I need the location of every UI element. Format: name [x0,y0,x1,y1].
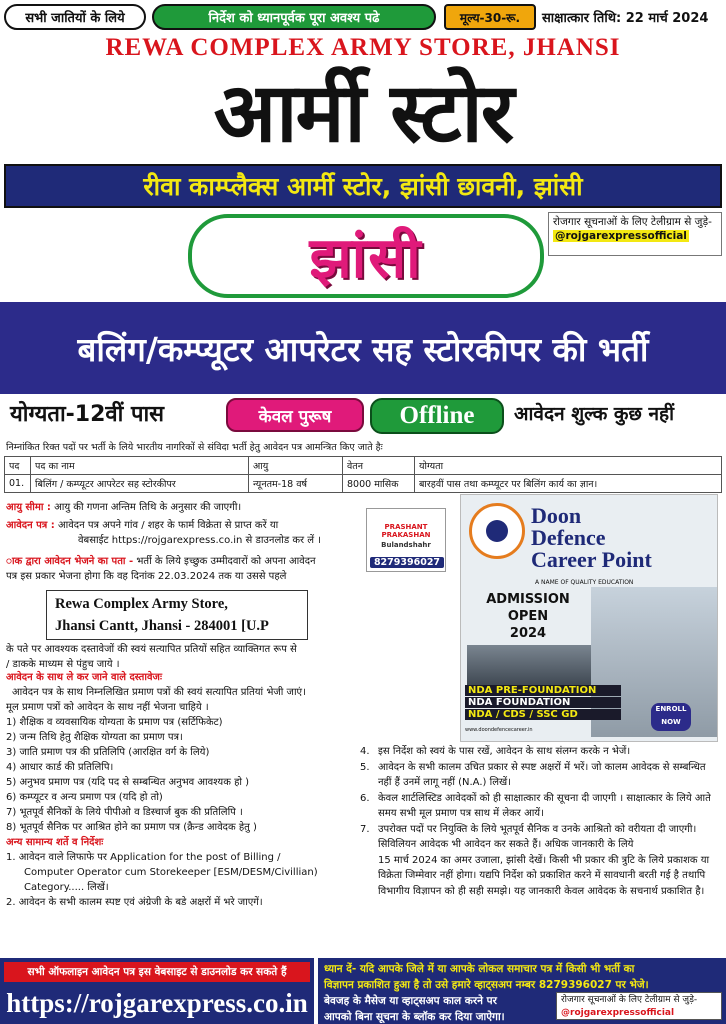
publisher-phone: 8279396027 [370,557,444,568]
ad-academy-name [531,505,652,571]
footer-telegram-box [556,992,722,1020]
age-limit-text: आयु की गणना अन्तिम तिथि के अनुसार की जाएगी। [54,502,242,513]
item-number: 4. [360,746,370,757]
enroll-now-button[interactable]: ENROLL NOW [651,703,691,731]
ad-admission-line1: ADMISSION [486,592,570,607]
badges-row [0,396,726,436]
table-cell: बिलिंग / कम्प्यूटर आपरेटर सह स्टोरकीपर [31,475,249,493]
item-text: 15 मार्च 2024 का अमर उजाला, झांसी देखें। किसी भी प्रकार की त्रुटि के लिये प्रकाशक या विक्रेता जिम्मेवार नहीं होगा। यद्यपि निर्देश को प्रकाशित करने में सावधानी बरती गई है तथापि विभागीय विज्ञापन को ही सही समझे। यह जानकारी केवल आवेदक के सचनार्थ प्रकाशित है। [378,854,710,897]
ad-website[interactable]: www.doondefencecareer.in [465,727,533,733]
store-name: REWA COMPLEX ARMY STORE, JHANSI [105,34,621,61]
documents-section [6,670,366,910]
instruction-tag: निर्देश को ध्यानपूर्वक पूरा अवश्य पढे [152,4,436,30]
age-limit [6,500,241,515]
address-line1: Rewa Complex Army Store, [55,596,228,612]
fee-badge: आवेदन शुल्क कुछ नहीं [514,403,675,425]
offline-badge: Offline [370,398,504,434]
city-badge [188,214,544,298]
website-link[interactable]: https://rojgarexpress.co.in [6,988,308,1018]
item-text: उपरोक्त पदों पर नियुक्ति के लिये भूतपूर्व सैनिक व उनके आश्रितो को वरीयता दी जाएगी। सिविलियन आवेदक भी आवेदन कर सकते हैं। अधिक जानकारी के लिये [378,823,697,850]
application-form-line1: आवेदन पत्र अपने गांव / शहर के फार्म विक्रेता से प्राप्त करें या [58,520,279,531]
address-box [46,590,308,640]
header-cell: वेतन [343,457,415,475]
table-cell: 01. [5,475,31,493]
ad-course-3: NDA / CDS / SSC GD [465,709,621,720]
header-cell: पद का नाम [31,457,249,475]
download-text: सभी ऑफलाइन आवेदन पत्र इस वेबसाइट से डाउनलोड कर सकते हैं [4,962,310,982]
ad-admission-line3: 2024 [509,626,547,641]
list-item: 6) कम्प्यूटर व अन्य प्रमाण पत्र (यदि हो तो) [6,792,163,803]
footer-telegram-handle[interactable]: @rojgarexpressofficial [561,1008,675,1018]
top-strip [0,0,726,34]
subtitle: रीवा काम्प्लैक्स आर्मी स्टोर, झांसी छावनी, झांसी [143,172,583,201]
table-cell: बारहवीं पास तथा कम्प्यूटर पर बिलिंग कार्य का ज्ञान। [415,475,722,493]
general-item2: 2. आवेदन के सभी कालम स्पष्ट एवं अंग्रेजी के बडे अक्षरों में भरे जाएगें। [6,897,263,908]
general-item1c: Category..... लिखें। [24,882,109,893]
telegram-box [548,212,722,256]
notice-line3: बेवजह के मैसेज या व्हाट्सअप काल करने पर [324,995,497,1007]
after-address-line1: के पते पर आवश्यक दस्तावेजों की स्वयं सत्यापित प्रतियों सहित व्याक्तिगत रूप से [6,644,297,655]
footer-telegram-text: रोजगार सूचनाओं के लिए टेलीग्राम से जुड़े- [561,995,698,1005]
list-item [360,744,722,760]
ad-course-1: NDA PRE-FOUNDATION [465,685,621,696]
address-line2: Jhansi Cantt, Jhansi - 284001 [U.P [55,618,269,634]
ad-admission [473,591,583,642]
page-title: आर्मी स्टोर [213,66,513,161]
notice-line4: आपको बिना सूचना के ब्लॉक कर दिया जाऐगा। [324,1011,505,1023]
postal-address-section [6,554,362,584]
post-title-band [0,302,726,394]
item-number: 7. [360,823,370,835]
item-text: आवेदन के सभी कालम उचित प्रकार से स्पष्ट अक्षरों में भरें। जो कालम आवेदक से सम्बन्धित नहीं हैं उनमें लागू नहीं (N.A.) लिखें। [378,761,706,788]
general-item1a: 1. आवेदन वाले लिफाफे पर Application for the post of Billing / [6,852,281,863]
item-text: इस निर्देश को स्वयं के पास रखें, आवेदन के साथ संलग्न करके न भेजें। [378,746,631,757]
list-item: 1) शैक्षिक व व्यवसायिक योग्यता के प्रमाण पत्र (सर्टिफिकेट) [6,717,223,728]
header-cell: योग्यता [415,457,722,475]
item-text: केवल शार्टलिस्टिड आवेदकों को ही साक्षात्कार की सूचना दी जाएगी । साक्षात्कार के लिये आते समय सभी मूल प्रमाण पत्र साथ में लेकर आयें। [378,792,711,819]
price-tag: मूल्य-30-रू. [444,4,536,30]
after-address [6,642,366,672]
postal-address-line2: पत्र इस प्रकार भेजना होगा कि वह दिनांक 22.03.2024 तक या उससे पहले [6,571,287,582]
general-instructions-list [360,744,722,899]
intro-text: निम्नांकित रिक्त पदों पर भर्ती के लिये भारतीय नागरिकों से संविदा भर्ती हेतु आवेदन पत्र आमन्त्रित किए जाते हैः [6,442,383,453]
notice-banner [318,958,726,1024]
documents-label: आवेदन के साथ ले कर जाने वाले दस्तावेजः [6,672,162,683]
list-item: 2) जन्म तिथि हेतु शैक्षिक योग्यता का प्रमाण पत्र। [6,732,183,743]
interview-date: साक्षात्कार तिथि: 22 मार्च 2024 [538,4,724,30]
list-item [360,791,722,822]
list-item: 3) जाति प्रमाण पत्र की प्रतिलिपि (आरक्षित वर्ग के लिये) [6,747,210,758]
list-item: 7) भूतपूर्व सैनिकों के लिये पीपीओ व डिस्चार्ज बुक की प्रतिलिपि । [6,807,243,818]
ad-admission-line2: OPEN [507,609,549,624]
telegram-text: रोजगार सूचनाओं के लिए टेलीग्राम से जुड़े- [553,216,712,228]
publisher-city: Bulandshahr [381,541,431,549]
qualification-badge: योग्यता-12वीं पास [10,402,165,427]
item-number: 6. [360,792,370,804]
ad-course-2: NDA FOUNDATION [465,697,621,708]
notice-line1: ध्यान दें- यदि आपके जिले में या आपके लोकल समाचार पत्र में किसी भी भर्ती का [324,963,635,975]
post-title: बलिंग/कम्प्यूटर आपरेटर सह स्टोरकीपर की भर्ती [77,329,649,369]
list-item [360,760,722,791]
table-cell: 8000 मासिक [343,475,415,493]
male-only-badge: केवल पुरूष [226,398,364,432]
item-number: 5. [360,761,370,773]
subtitle-band [4,164,722,208]
application-form-section [6,518,356,548]
publisher-logo [366,508,446,572]
documents-line1: आवेदन पत्र के साथ निम्नलिखित प्रमाण पत्रों की स्वयं सत्यापित प्रतियां भेजी जाएं। [12,687,306,698]
table-row [5,475,722,493]
postal-address-label: ाक द्वारा आवेदन भेजने का पता - [6,556,134,567]
general-item1b: Computer Operator cum Storekeeper [ESM/DESM/Civillian) [24,867,318,878]
header-cell: पद [5,457,31,475]
application-form-label: आवेदन पत्र : [6,520,55,531]
list-item: 8) भूतपूर्व सैनिक पर आश्रित होने का प्रमाण पत्र (क्रैन्ड आवेदक हेतु ) [6,822,257,833]
ad-name-line1: Doon [531,503,582,528]
application-form-line2: वेबसाईट https://rojgarexpress.co.in से डाउनलोड कर लें । [78,535,322,546]
all-castes-tag: सभी जातियों के लिये [4,4,146,30]
download-banner [0,958,314,1024]
ad-name-line2: Defence [531,525,606,550]
students-photo [467,645,591,687]
ad-courses [465,685,621,721]
list-item: 4) आधार कार्ड की प्रतिलिपि। [6,762,114,773]
documents-line2: मूल प्रमाण पत्रों को आवेदन के साथ नहीं भेजना चाहिये । [6,702,209,713]
notice-line2: विज्ञापन प्रकाशित हुआ है तो उसे हमारे व्हाट्सअप नम्बर 8279396027 पर भेजे। [324,979,649,991]
list-item [360,853,722,900]
ad-tagline: A NAME OF QUALITY EDUCATION [535,579,634,586]
table-cell: न्यूनतम-18 वर्ष [249,475,343,493]
general-label: अन्य सामान्य शर्ते व निर्देशः [6,837,104,848]
age-limit-label: आयु सीमा : [6,502,51,513]
academy-logo-icon [469,503,525,559]
after-address-line2: / डाकके माध्यम से पंहुच जाये । [6,659,120,670]
item-number [360,853,378,900]
list-item [360,822,722,853]
city-name: झांसी [309,226,423,291]
vacancy-table [4,456,722,493]
table-header-row [5,457,722,475]
list-item: 5) अनुभव प्रमाण पत्र (यदि पद से सम्बन्धित अनुभव आवश्यक हो ) [6,777,250,788]
coaching-advertisement[interactable] [460,494,718,742]
header-cell: आयु [249,457,343,475]
telegram-handle[interactable]: @rojgarexpressofficial [555,230,687,243]
postal-address-line1: भर्ती के लिये इच्छुक उम्मीदवारों को अपना आवेदन [136,556,316,567]
ad-name-line3: Career Point [531,547,652,572]
publisher-name: PRASHANT PRAKASHAN [381,523,431,539]
